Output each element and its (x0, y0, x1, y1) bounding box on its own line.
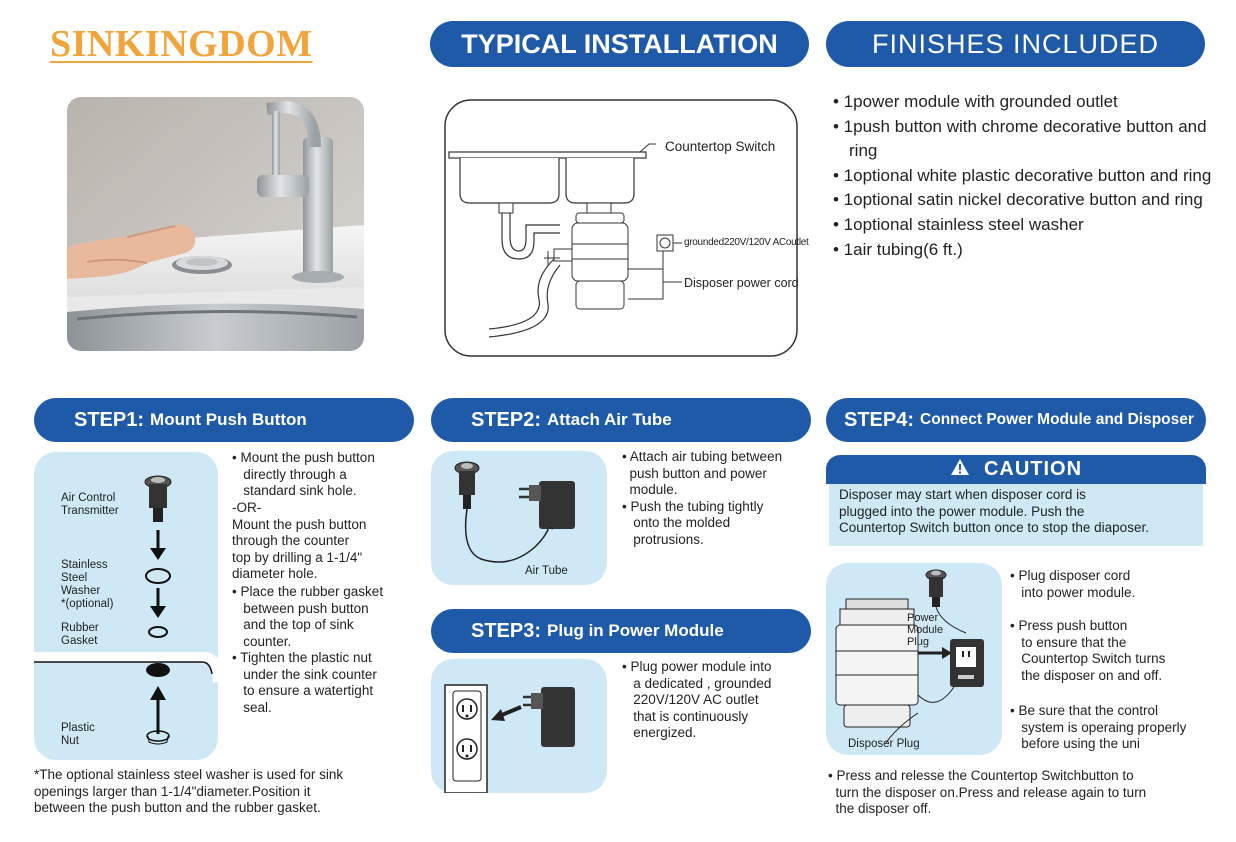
warning-icon (950, 458, 970, 482)
step1-header (34, 398, 414, 442)
product-photo (67, 97, 364, 351)
power-cord-label: Disposer power cord (684, 276, 799, 290)
step3-text: • Plug power module into a dedicated , grounded 220V/120V AC outlet that is continuously energized. (622, 659, 772, 740)
list-item: • 1optional satin nickel decorative button and ring (833, 190, 1203, 210)
list-item: • 1optional white plastic decorative button and ring (833, 165, 1212, 185)
step1-number: STEP1: (74, 408, 145, 431)
gasket-label: Rubber Gasket (61, 622, 99, 647)
step1-footnote: *The optional stainless steel washer is used for sink openings larger than 1-1/4"diameter.Position it between the push button and the rubber gasket. (34, 767, 344, 815)
step1-text-or: -OR- Mount the push button through the counter top by drilling a 1-1/4" diameter hole. (232, 500, 367, 581)
step4-panel (826, 563, 1002, 755)
step3-header (431, 609, 811, 653)
installation-diagram (444, 99, 809, 357)
step4-text-2: • Press push button to ensure that the Countertop Switch turns the disposer on and off. (1010, 618, 1166, 683)
step1-title: Mount Push Button (150, 410, 307, 429)
step4-title: Connect Power Module and Disposer (920, 411, 1194, 428)
module-plug-label: Power Module Plug (907, 612, 944, 648)
step4-text-1: • Plug disposer cord into power module. (1010, 568, 1136, 600)
step1-text-a: • Mount the push button directly through a standard sink hole. (232, 450, 375, 498)
washer-label: Stainless Steel Washer *(optional) (61, 559, 114, 610)
step3-title: Plug in Power Module (547, 621, 724, 640)
step4-bottom-text: • Press and relesse the Countertop Switchbutton to turn the disposer on.Press and release again to turn the disposer off. (828, 768, 1147, 816)
step3-panel (431, 659, 607, 793)
list-item: • 1air tubing(6 ft.) (833, 239, 963, 259)
step2-text: • Attach air tubing between push button and power module. • Push the tubing tightly onto the molded protrusions. (622, 449, 783, 547)
list-item: • 1power module with grounded outlet (833, 92, 1118, 111)
step2-title: Attach Air Tube (547, 410, 672, 429)
caution-banner (826, 455, 1206, 484)
step4-header (826, 398, 1206, 442)
step2-number: STEP2: (471, 408, 542, 431)
finishes-header: FINISHES INCLUDED (826, 21, 1205, 67)
caution-text: Disposer may start when disposer cord is plugged into the power module. Push the Countertop Switch button once to stop the diaposer. (829, 484, 1203, 546)
caution-title: CAUTION (983, 458, 1083, 480)
list-item: • 1push button with chrome decorative button and ring (833, 116, 1207, 161)
nut-label: Plastic Nut (61, 722, 95, 747)
step2-panel (431, 451, 607, 585)
air-tube-label: Air Tube (525, 565, 568, 577)
step1-panel (34, 452, 218, 760)
step1-text-b: • Place the rubber gasket between push button and the top of sink counter. • Tighten the plastic nut under the sink counter to ensure a watertight seal. (232, 584, 384, 715)
outlet-label: grounded220V/120V ACoutlet (684, 237, 809, 248)
countertop-switch-label: Countertop Switch (665, 139, 776, 154)
step4-text-3: • Be sure that the control system is operaing properly before using the uni (1010, 703, 1187, 751)
step2-header (431, 398, 811, 442)
disposer-plug-label: Disposer Plug (848, 738, 920, 750)
finishes-list (833, 90, 1213, 262)
installation-header: TYPICAL INSTALLATION (430, 21, 809, 67)
brand-logo: SINKINGDOM (50, 23, 313, 65)
step4-number: STEP4: (844, 408, 915, 431)
list-item: • 1optional stainless steel washer (833, 214, 1084, 234)
transmitter-label: Air Control Transmitter (61, 492, 119, 517)
step3-number: STEP3: (471, 619, 542, 642)
